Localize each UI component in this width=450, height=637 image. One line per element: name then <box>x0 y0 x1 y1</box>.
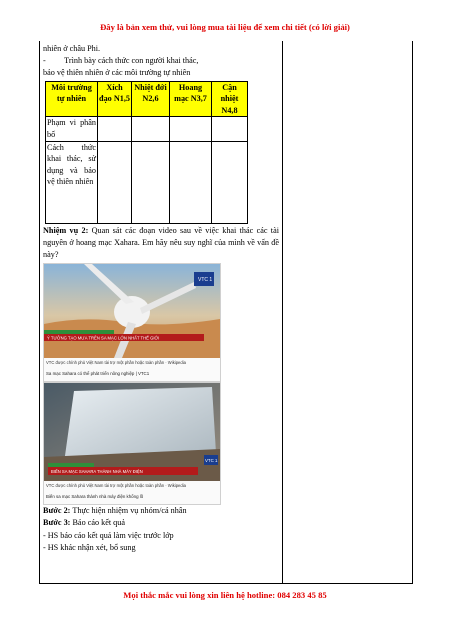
text-line: - HS báo cáo kết quả làm việc trước lớp <box>43 530 174 540</box>
solar-panel-scene <box>44 383 220 481</box>
video-screenshots <box>43 263 219 505</box>
preview-banner: Đây là bản xem thử, vui lòng mua tài liệu để xem chi tiết (có lời giải) <box>100 22 350 32</box>
table-cell <box>98 117 132 141</box>
column-divider <box>282 41 283 583</box>
table-cell <box>132 117 170 141</box>
step3-label: Bước 3: <box>43 518 71 528</box>
text-line: - Trình bày cách thức con người khai thác, <box>43 56 199 66</box>
table-cell <box>212 117 248 141</box>
table-cell <box>170 117 212 141</box>
table-header: Hoang mạc N3,7 <box>170 81 212 117</box>
step2-text: Thực hiện nhiệm vụ nhóm/cá nhân <box>70 506 187 516</box>
table-cell <box>170 141 212 223</box>
activity-column <box>43 43 279 554</box>
text-line: - HS khác nhận xét, bổ sung <box>43 542 136 552</box>
table-header: Môi trường tự nhiên <box>46 81 98 117</box>
lesson-table <box>39 41 413 584</box>
task2-paragraph <box>43 225 279 262</box>
ticker-text: BIẾN SA MẠC SAHARA THÀNH NHÀ MÁY ĐIỆN <box>51 469 143 475</box>
channel-logo: VTC 1 <box>198 277 213 284</box>
table-header: Cận nhiệt N4,8 <box>212 81 248 117</box>
video-caption: Biến sa mạc Sahara thành nhà máy điện khổng lồ <box>46 494 144 500</box>
text-line: bảo vệ thiên nhiên ở các môi trường tự nhiên <box>43 68 191 78</box>
video-shot-2 <box>43 382 221 505</box>
task2-text: Quan sát các đoạn video sau về việc khai thác các tài nguyên ở hoang mạc Xahara. Em hãy nêu suy nghĩ của mình về vấn đề này? <box>43 225 279 259</box>
source-line: VTC được chính phủ Việt Nam tài trợ một phần hoặc toàn phần · Wikipedia <box>46 360 186 366</box>
table-cell <box>98 141 132 223</box>
video-frame-1 <box>44 264 220 358</box>
video-frame-2 <box>44 383 220 481</box>
step3-text: Báo cáo kết quả <box>70 518 125 528</box>
task2-label: Nhiệm vụ 2: <box>43 225 89 235</box>
video-shot-1 <box>43 263 221 382</box>
table-header: Nhiệt đới N2,6 <box>132 81 170 117</box>
environment-table <box>45 81 248 224</box>
text-line: nhiên ở châu Phi. <box>43 44 101 53</box>
table-cell <box>212 141 248 223</box>
hotline-banner: Mọi thắc mắc vui lòng xin liên hệ hotline: 084 283 45 85 <box>123 590 327 600</box>
table-header: Xích đạo N1,5 <box>98 81 132 117</box>
video-caption: Sa mạc Sahara có thể phát triển nông nghiệp | VTC1 <box>46 371 150 377</box>
wind-turbine-scene <box>44 264 220 358</box>
source-line: VTC được chính phủ Việt Nam tài trợ một phần hoặc toàn phần · Wikipedia <box>46 483 186 489</box>
table-row-label: Phạm vi phân bố <box>46 117 98 141</box>
channel-logo: VTC 1 <box>205 458 218 464</box>
table-row-label: Cách thức khai thác, sử dụng và bảo vệ thiên nhiên <box>46 141 98 223</box>
step2-line <box>43 505 279 517</box>
step3-line <box>43 517 279 529</box>
ticker-text: Ý TƯỞNG TẠO MƯA TRÊN SA MẠC LỚN NHẤT THẾ GIỚI <box>47 335 160 341</box>
table-cell <box>132 141 170 223</box>
step2-label: Bước 2: <box>43 506 71 516</box>
